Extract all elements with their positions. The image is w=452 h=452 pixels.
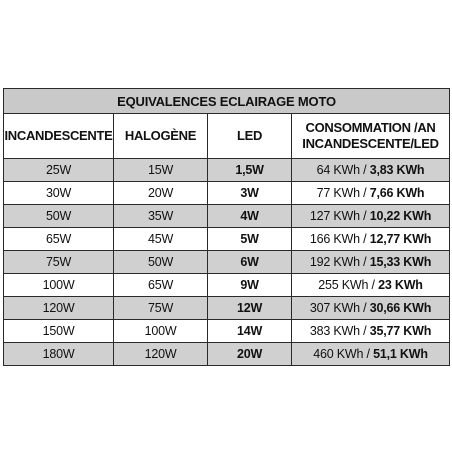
conso-incandescente: 166 KWh xyxy=(309,232,360,246)
cell-incandescente: 25W xyxy=(4,159,114,182)
conso-separator: / xyxy=(359,163,370,177)
conso-incandescente: 77 KWh xyxy=(316,186,360,200)
cell-led: 4W xyxy=(208,205,292,228)
table-row xyxy=(4,228,450,251)
cell-consommation xyxy=(292,274,450,297)
table-header-row xyxy=(4,114,450,159)
cell-halogene: 20W xyxy=(114,182,208,205)
conso-led: 51,1 KWh xyxy=(373,347,428,361)
cell-consommation xyxy=(292,320,450,343)
cell-incandescente: 180W xyxy=(4,343,114,366)
cell-halogene: 65W xyxy=(114,274,208,297)
cell-consommation xyxy=(292,228,450,251)
cell-consommation xyxy=(292,159,450,182)
cell-halogene: 75W xyxy=(114,297,208,320)
conso-led: 12,77 KWh xyxy=(369,232,432,246)
cell-led: 6W xyxy=(208,251,292,274)
cell-halogene: 50W xyxy=(114,251,208,274)
conso-led: 23 KWh xyxy=(378,278,423,292)
conso-incandescente: 127 KWh xyxy=(309,209,360,223)
cell-incandescente: 75W xyxy=(4,251,114,274)
conso-separator: / xyxy=(359,232,370,246)
conso-led: 3,83 KWh xyxy=(369,163,425,177)
header-halogene: HALOGÈNE xyxy=(114,114,208,159)
conso-separator: / xyxy=(359,255,370,269)
table-body xyxy=(4,159,450,366)
cell-consommation xyxy=(292,251,450,274)
table-row xyxy=(4,297,450,320)
table-row xyxy=(4,274,450,297)
conso-separator: / xyxy=(368,278,379,292)
cell-incandescente: 65W xyxy=(4,228,114,251)
cell-led: 14W xyxy=(208,320,292,343)
cell-incandescente: 100W xyxy=(4,274,114,297)
table-title: EQUIVALENCES ECLAIRAGE MOTO xyxy=(4,89,450,114)
conso-incandescente: 383 KWh xyxy=(309,324,360,338)
cell-incandescente: 50W xyxy=(4,205,114,228)
conso-incandescente: 64 KWh xyxy=(316,163,360,177)
cell-consommation xyxy=(292,297,450,320)
conso-led: 30,66 KWh xyxy=(369,301,432,315)
cell-halogene: 100W xyxy=(114,320,208,343)
conso-incandescente: 255 KWh xyxy=(318,278,369,292)
table-row xyxy=(4,159,450,182)
cell-led: 20W xyxy=(208,343,292,366)
header-consommation: CONSOMMATION /AN INCANDESCENTE/LED xyxy=(292,114,450,159)
conso-led: 15,33 KWh xyxy=(369,255,432,269)
cell-halogene: 35W xyxy=(114,205,208,228)
cell-halogene: 15W xyxy=(114,159,208,182)
conso-separator: / xyxy=(359,186,370,200)
equivalence-table xyxy=(3,88,450,366)
table-row xyxy=(4,182,450,205)
conso-separator: / xyxy=(359,324,370,338)
conso-separator: / xyxy=(363,347,374,361)
equivalence-table-container xyxy=(3,88,449,366)
conso-incandescente: 460 KWh xyxy=(313,347,364,361)
cell-consommation xyxy=(292,343,450,366)
cell-incandescente: 150W xyxy=(4,320,114,343)
conso-incandescente: 307 KWh xyxy=(309,301,360,315)
cell-led: 3W xyxy=(208,182,292,205)
cell-consommation xyxy=(292,182,450,205)
cell-led: 9W xyxy=(208,274,292,297)
cell-halogene: 45W xyxy=(114,228,208,251)
header-led: LED xyxy=(208,114,292,159)
cell-halogene: 120W xyxy=(114,343,208,366)
conso-led: 7,66 KWh xyxy=(369,186,425,200)
conso-separator: / xyxy=(359,209,370,223)
table-row xyxy=(4,205,450,228)
conso-separator: / xyxy=(359,301,370,315)
table-row xyxy=(4,251,450,274)
cell-consommation xyxy=(292,205,450,228)
table-row xyxy=(4,343,450,366)
cell-led: 12W xyxy=(208,297,292,320)
cell-led: 1,5W xyxy=(208,159,292,182)
cell-incandescente: 30W xyxy=(4,182,114,205)
conso-led: 35,77 KWh xyxy=(369,324,432,338)
table-row xyxy=(4,320,450,343)
conso-led: 10,22 KWh xyxy=(369,209,432,223)
cell-incandescente: 120W xyxy=(4,297,114,320)
conso-incandescente: 192 KWh xyxy=(309,255,360,269)
header-incandescente: INCANDESCENTE xyxy=(4,114,114,159)
cell-led: 5W xyxy=(208,228,292,251)
table-title-row xyxy=(4,89,450,114)
